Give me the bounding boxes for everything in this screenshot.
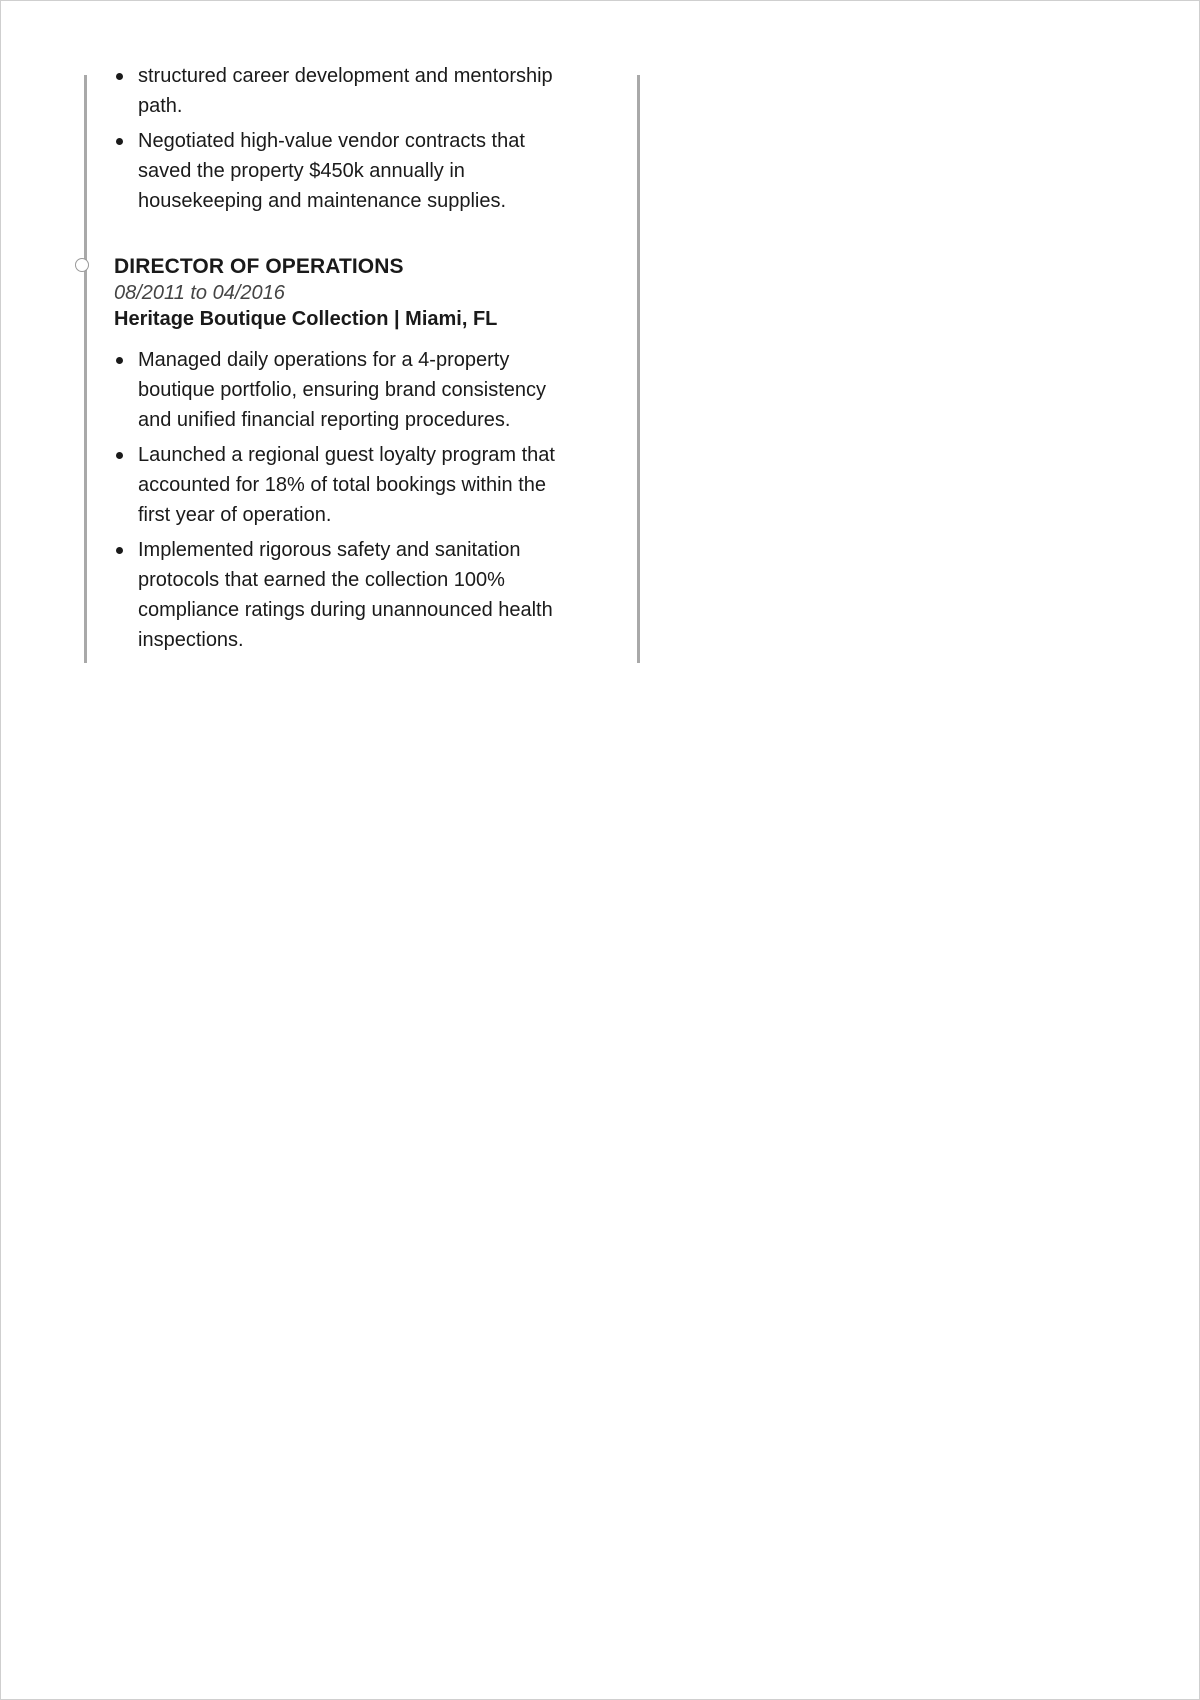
list-item: structured career development and mentorship path. [114, 61, 564, 121]
previous-job-bullets [114, 61, 564, 216]
list-item: Implemented rigorous safety and sanitation protocols that earned the collection 100% compliance ratings during unannounced health inspections. [114, 535, 564, 655]
timeline-line-left [84, 75, 87, 663]
list-item: Negotiated high-value vendor contracts that saved the property $450k annually in housekeeping and maintenance supplies. [114, 126, 564, 216]
timeline-line-right [637, 75, 640, 663]
experience-section [114, 61, 564, 660]
job-company: Heritage Boutique Collection | Miami, FL [114, 308, 498, 330]
job-dates: 08/2011 to 04/2016 [114, 282, 285, 304]
job-title: DIRECTOR OF OPERATIONS [114, 255, 404, 278]
job-entry [114, 254, 564, 655]
list-item: Launched a regional guest loyalty program that accounted for 18% of total bookings within the first year of operation. [114, 440, 564, 530]
job-bullets [114, 345, 564, 655]
timeline-dot-icon [75, 258, 89, 272]
list-item: Managed daily operations for a 4-property boutique portfolio, ensuring brand consistency and unified financial reporting procedures. [114, 345, 564, 435]
